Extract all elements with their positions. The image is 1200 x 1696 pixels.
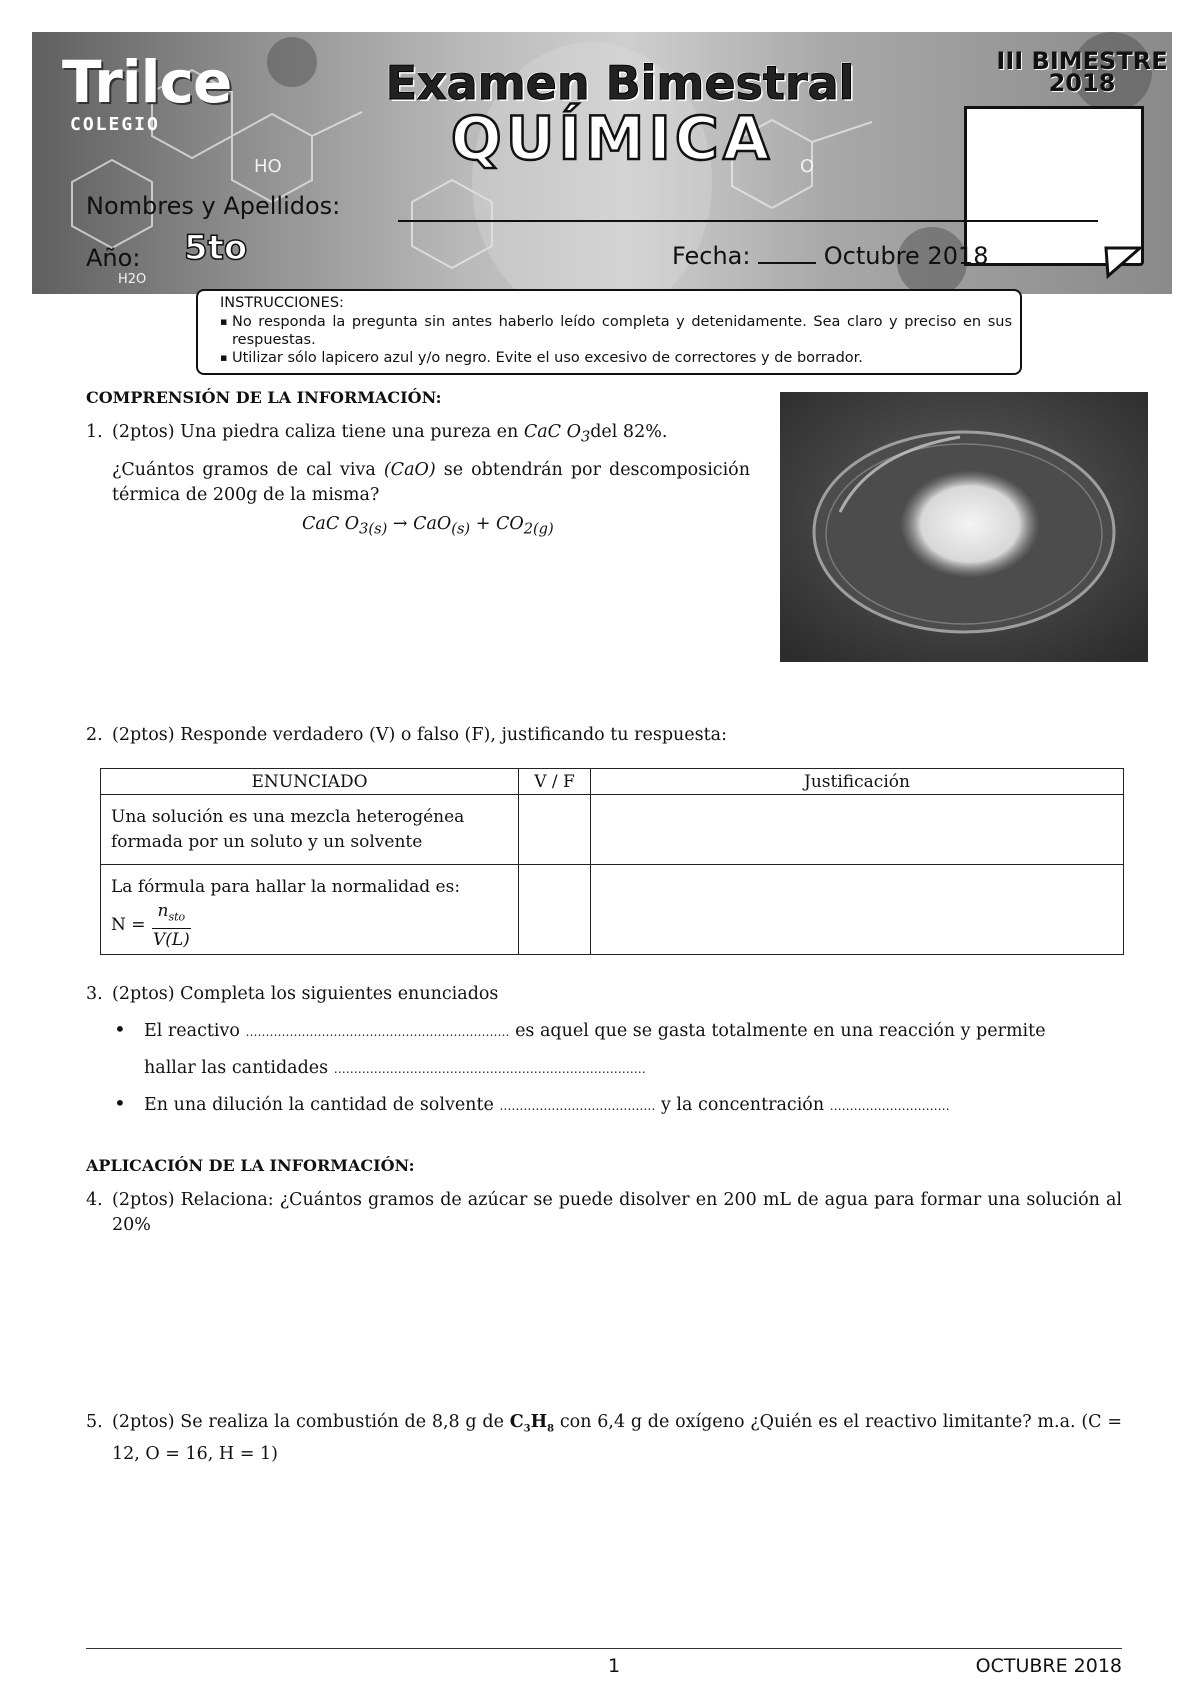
question-text: del 82%. xyxy=(590,422,668,442)
question-text: (2ptos) Relaciona: ¿Cuántos gramos de azúcar se puede disolver en 200 mL de agua para formar una solución al 20% xyxy=(112,1190,1122,1235)
bimester-badge xyxy=(992,47,1172,97)
school-logo: Trilce xyxy=(62,48,232,116)
question-4 xyxy=(86,1188,1122,1238)
blank-field[interactable]: ………………………………………………………… xyxy=(245,1025,510,1039)
question-text: (2ptos) Responde verdadero (V) o falso (F), justificando tu respuesta: xyxy=(112,725,728,745)
blank-field[interactable]: ………………………………… xyxy=(499,1099,656,1113)
question-number: 3. xyxy=(86,984,103,1004)
name-label: Nombres y Apellidos: xyxy=(86,192,341,220)
question-text: con 6,4 g de oxígeno ¿Quién es el reactivo limitante? m.a. (C = 12, O = 16, H = 1) xyxy=(112,1412,1122,1464)
bimester-year: 2018 xyxy=(1048,69,1116,97)
statement-text: La fórmula para hallar la normalidad es: xyxy=(111,877,461,897)
section-title: APLICACIÓN DE LA INFORMACIÓN: xyxy=(86,1156,415,1175)
justification-cell[interactable] xyxy=(591,795,1124,865)
question-text: (2ptos) Se realiza la combustión de 8,8 g de xyxy=(112,1412,510,1432)
column-header: Justificación xyxy=(591,769,1124,795)
header-banner xyxy=(32,32,1172,294)
question-1 xyxy=(86,420,750,541)
footer-date: OCTUBRE 2018 xyxy=(975,1655,1122,1677)
table-row xyxy=(101,795,1124,865)
question-number: 5. xyxy=(86,1412,103,1432)
question-2 xyxy=(86,723,1112,748)
question-number: 2. xyxy=(86,725,103,745)
statement-cell xyxy=(101,865,519,955)
petri-dish-photo xyxy=(780,392,1148,662)
blank-field[interactable]: …………………………………………………………………… xyxy=(333,1062,646,1076)
formula-cao: (CaO) xyxy=(383,459,436,480)
column-header: ENUNCIADO xyxy=(101,769,519,795)
statement-cell: Una solución es una mezcla heterogénea formada por un soluto y un solvente xyxy=(101,795,519,865)
completion-item: • En una dilución la cantidad de solvente ………………………………… y la concentración ………………………… xyxy=(114,1091,950,1115)
completion-item: • El reactivo ………………………………………………………… es aquel que se gasta totalmente en una reacción y permite xyxy=(114,1017,1046,1041)
question-text: (2ptos) Completa los siguientes enunciados xyxy=(112,984,499,1004)
instruction-item: ▪ No responda la pregunta sin antes haberlo leído completa y detenidamente. Sea claro y preciso en sus respuestas. xyxy=(220,313,1012,349)
bullet-icon: • xyxy=(114,1091,126,1115)
vf-answer-cell[interactable] xyxy=(519,865,591,955)
page-fold-icon xyxy=(1100,242,1160,302)
instructions-title: INSTRUCCIONES: xyxy=(220,295,344,311)
blank-field[interactable]: ………………………… xyxy=(829,1099,950,1113)
molecule-label: HO xyxy=(254,156,282,177)
grade-value: 5to xyxy=(184,228,248,268)
bimester-label: III BIMESTRE xyxy=(996,47,1168,75)
vf-answer-cell[interactable] xyxy=(519,795,591,865)
justification-cell[interactable] xyxy=(591,865,1124,955)
question-text: (2ptos) Una piedra caliza tiene una pureza en xyxy=(112,422,519,442)
reaction-equation: CaC $O_{3(s)} \to CaO_{(s)} + CO_{2(g)}$ xyxy=(302,513,554,537)
question-text: ¿Cuántos gramos de cal viva (CaO) se obtendrán por descomposición térmica de 200g de la misma? xyxy=(112,459,750,505)
formula-c3h8: $C_3H_8$ xyxy=(509,1412,555,1435)
molecule-label: H2O xyxy=(118,272,147,287)
bullet-icon: • xyxy=(114,1017,126,1041)
molecule-label: O xyxy=(800,156,815,177)
footer-divider xyxy=(86,1648,1122,1649)
formula-caco3: CaC $O_3$ xyxy=(523,422,591,446)
school-logo-subtitle: COLEGIO xyxy=(70,114,160,135)
date-row xyxy=(672,242,989,270)
subject-title: QUÍMICA xyxy=(450,104,774,174)
normality-formula: N = $n_{sto}$ V(L) xyxy=(111,901,190,951)
table-header-row xyxy=(101,769,1124,795)
question-number: 4. xyxy=(86,1190,103,1210)
exam-title: Examen Bimestral xyxy=(385,56,855,110)
grade-label: Año: xyxy=(86,244,141,272)
column-header: V / F xyxy=(519,769,591,795)
section-title: COMPRENSIÓN DE LA INFORMACIÓN: xyxy=(86,388,442,407)
question-3 xyxy=(86,982,1112,1007)
completion-item-continuation: hallar las cantidades …………………………………………………………………… xyxy=(144,1058,646,1078)
date-label: Fecha: xyxy=(672,242,751,270)
true-false-table xyxy=(100,768,1124,955)
date-value: Octubre 2018 xyxy=(823,242,989,270)
instruction-item: ▪ Utilizar sólo lapicero azul y/o negro. Evite el uso excesivo de correctores y de borrador. xyxy=(220,349,1012,367)
instructions-list xyxy=(220,313,1012,367)
question-number: 1. xyxy=(86,422,103,442)
instructions-box xyxy=(196,289,1022,375)
date-day-field[interactable] xyxy=(758,246,816,264)
question-5 xyxy=(86,1410,1122,1467)
table-row xyxy=(101,865,1124,955)
page-number: 1 xyxy=(608,1655,621,1677)
name-field[interactable] xyxy=(398,220,1098,222)
